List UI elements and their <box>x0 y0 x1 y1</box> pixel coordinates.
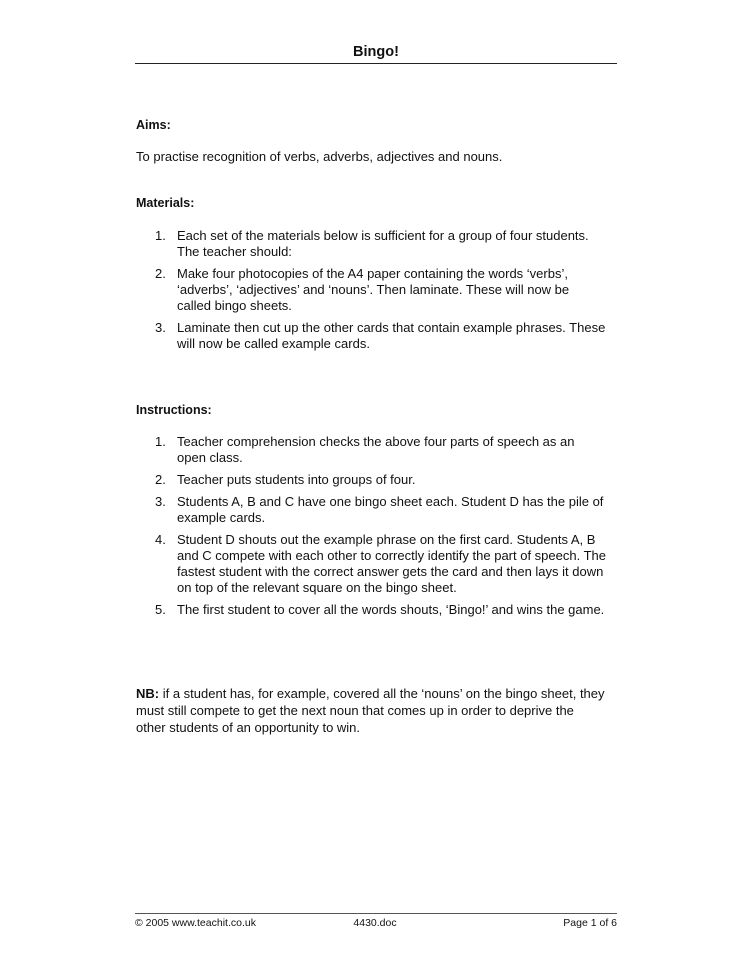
list-text: Laminate then cut up the other cards that contain example phrases. These will now be called example cards. <box>177 320 606 351</box>
list-item <box>136 602 606 618</box>
aims-heading: Aims: <box>136 118 171 132</box>
instructions-list <box>136 434 606 624</box>
list-text: The first student to cover all the words shouts, ‘Bingo!’ and wins the game. <box>177 602 605 617</box>
list-number: 5. <box>155 602 166 617</box>
list-text: Student D shouts out the example phrase on the first card. Students A, B and C compete with each other to correctly identify the part of speech. The fastest student with the correct answer gets the card and then lays it down on top of the relevant square on the bingo sheet. <box>177 532 606 595</box>
title-divider <box>135 63 617 64</box>
list-item <box>136 434 606 466</box>
list-text: Teacher comprehension checks the above four parts of speech as an open class. <box>177 434 575 465</box>
list-number: 2. <box>155 266 166 281</box>
nb-label: NB: <box>136 686 160 701</box>
list-number: 3. <box>155 320 166 335</box>
list-text: Students A, B and C have one bingo sheet each. Student D has the pile of example cards. <box>177 494 604 525</box>
list-text: Make four photocopies of the A4 paper containing the words ‘verbs’, ‘adverbs’, ‘adjectives’ and ‘nouns’. Then laminate. These will now be called bingo sheets. <box>177 266 570 313</box>
nb-note <box>136 685 606 736</box>
list-number: 1. <box>155 228 166 243</box>
materials-list <box>136 228 606 358</box>
list-number: 3. <box>155 494 166 509</box>
nb-text: if a student has, for example, covered all the ‘nouns’ on the bingo sheet, they must still compete to get the next noun that comes up in order to deprive the other students of an opportunity to win. <box>136 686 605 735</box>
materials-heading: Materials: <box>136 196 195 210</box>
list-number: 4. <box>155 532 166 547</box>
list-text: Each set of the materials below is sufficient for a group of four students. The teacher should: <box>177 228 589 259</box>
footer-copyright: © 2005 www.teachit.co.uk <box>135 917 256 929</box>
footer-page-number: Page 1 of 6 <box>563 917 617 929</box>
instructions-heading: Instructions: <box>136 403 212 417</box>
list-text: Teacher puts students into groups of four. <box>177 472 416 487</box>
list-item <box>136 532 606 596</box>
list-number: 1. <box>155 434 166 449</box>
page-title: Bingo! <box>353 44 399 60</box>
footer-filename: 4430.doc <box>353 917 397 929</box>
list-item <box>136 320 606 352</box>
list-item <box>136 494 606 526</box>
list-number: 2. <box>155 472 166 487</box>
list-item <box>136 228 606 260</box>
list-item <box>136 266 606 314</box>
footer-divider <box>135 913 617 914</box>
aims-text: To practise recognition of verbs, adverbs, adjectives and nouns. <box>136 149 503 164</box>
list-item <box>136 472 606 488</box>
